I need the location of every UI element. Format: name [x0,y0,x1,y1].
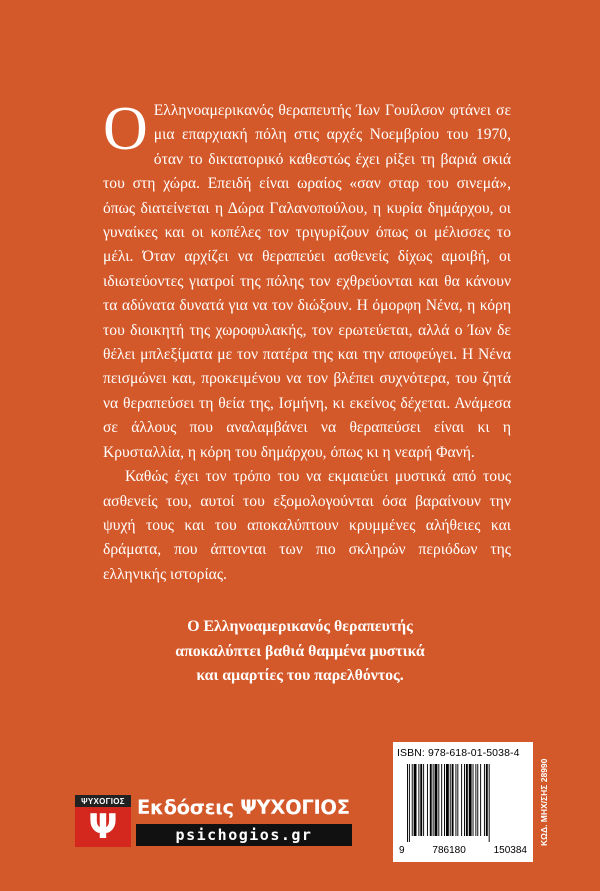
barcode-digits [397,844,529,858]
isbn-text: ISBN: 978-618-01-5038-4 [397,747,520,759]
tagline [60,615,540,689]
drop-cap: Ο [103,95,148,163]
blurb-paragraph-1 [103,95,511,465]
barcode-digits-left: 786180 [432,845,466,856]
publisher-logo [75,795,131,847]
tagline-line-1: Ο Ελληνοαμερικανός θεραπευτής [187,618,413,635]
barcode-digit-lead: 9 [399,845,405,856]
psi-logo-icon: Ψ [75,807,131,847]
barcode-icon [407,764,523,842]
barcode-digits-right: 150384 [493,845,527,856]
blurb-text [103,95,511,587]
tagline-line-3: και αμαρτίες του παρελθόντος. [196,667,404,684]
publisher-website: psichogios.gr [136,824,352,846]
blurb-paragraph-1-text: Ελληνοαμερικανός θεραπευτής Ίων Γουίλσον φτάνει σε μια επαρχιακή πόλη στις αρχές Νοεμβρίου του 1970, όταν το δικτατορικό καθεστώς έχει ρίξει τη βαριά σκιά του στη χώρα. Επειδή είναι ωραίος «σαν σταρ του σινεμά», όπως διατείνεται η Δώρα Γαλανοπούλου, η κυρία δημάρχου, οι γυναίκες και οι κοπέλες τον τριγυρίζουν όπως οι μέλισσες το μέλι. Όταν αρχίζει να θεραπεύει ασθενείς δίχως αμοιβή, οι ιδιωτεύοντες γιατροί της πόλης τον εχθρεύονται και θα κάνουν τα αδύνατα δυνατά για να τον διώξουν. Η όμορφη Νένα, η κόρη του διοικητή της χωροφυλακής, τον ερωτεύεται, αλλά ο Ίων δε θέλει μπλεξίματα με τον πατέρα της και την αποφεύγει. Η Νένα πεισμώνει και, προκειμένου να τον βλέπει συχνότερα, του ζητά να θεραπεύσει τη θεία της, Ισμήνη, κι εκείνος δέχεται. Ανάμεσα σε άλλους που αναλαμβάνει να θεραπεύσει είναι κι η Κρυσταλλία, η κόρη του δημάρχου, όπως κι η νεαρή Φανή. [103,102,511,461]
blurb-paragraph-2: Καθώς έχει τον τρόπο του να εκμαιεύει μυστικά από τους ασθενείς του, αυτοί του εξομολογούνται όσα βαραίνουν την ψυχή τους και του αποκαλύπτουν κρυμμένες αλήθειες και δράματα, που άπτονται των πιο σκληρών περιόδων της ελληνικής ιστορίας. [103,468,511,583]
product-code: ΚΩΔ. ΜΗΧ/ΣΗΣ 28990 [539,758,549,846]
logo-label: ΨΥΧΟΓΙΟΣ [75,795,131,808]
barcode-box [393,742,533,862]
tagline-line-2: αποκαλύπτει βαθιά θαμμένα μυστικά [175,642,425,660]
publisher-name: Εκδόσεις ΨΥΧΟΓΙΟΣ [137,796,350,819]
